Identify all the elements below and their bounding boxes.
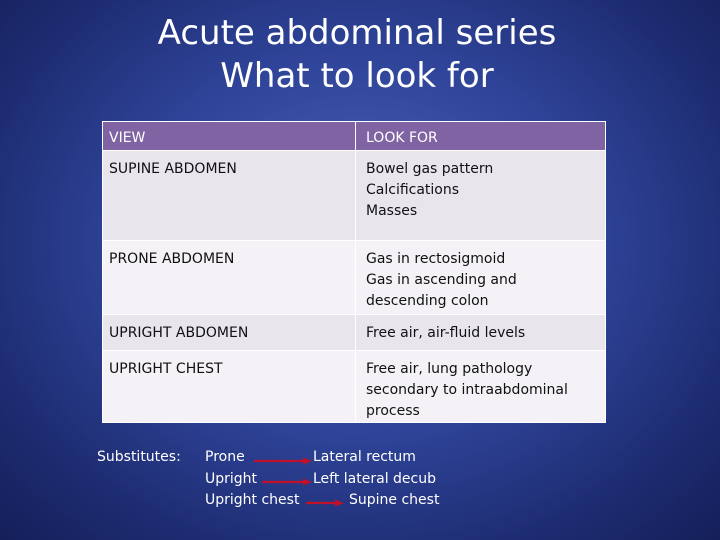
substitute-to-item: Left lateral decub <box>313 470 436 487</box>
header-look-for: LOOK FOR <box>356 122 606 151</box>
table-row <box>103 241 606 315</box>
look-for-line: Gas in ascending and <box>366 272 517 288</box>
table-row <box>103 351 606 423</box>
look-for-line: Gas in rectosigmoid <box>366 251 506 267</box>
substitutes-label: Substitutes: <box>97 449 181 465</box>
look-for-line: Bowel gas pattern <box>366 161 494 177</box>
header-view: VIEW <box>103 122 356 151</box>
slide-title-line-1: Acute abdominal series <box>157 13 557 53</box>
look-for-line: secondary to intraabdominal <box>366 382 568 398</box>
look-for-cell <box>356 151 606 241</box>
substitute-from-item: Prone <box>205 449 245 465</box>
view-cell: SUPINE ABDOMEN <box>103 151 356 241</box>
table-row <box>103 315 606 351</box>
arrow-head-1 <box>303 458 312 465</box>
look-for-line: Free air, air-fluid levels <box>366 325 526 341</box>
look-for-cell <box>356 351 606 423</box>
look-for-line: Free air, lung pathology <box>366 361 533 377</box>
substitute-to-item: Supine chest <box>349 492 440 508</box>
substitute-to-item: Lateral rectum <box>313 449 416 465</box>
look-for-line: Calcifications <box>366 182 460 198</box>
view-cell: PRONE ABDOMEN <box>103 241 356 315</box>
view-cell: UPRIGHT ABDOMEN <box>103 315 356 351</box>
slide-title <box>0 12 714 98</box>
look-for-cell <box>356 315 606 351</box>
views-table <box>102 121 606 423</box>
view-cell: UPRIGHT CHEST <box>103 351 356 423</box>
slide-title-line-2: What to look for <box>220 56 494 96</box>
arrow-head-2 <box>303 479 312 486</box>
table-row <box>103 151 606 241</box>
look-for-line: Masses <box>366 203 418 219</box>
table-header-row <box>103 122 606 151</box>
look-for-cell <box>356 241 606 315</box>
look-for-line: descending colon <box>366 293 489 309</box>
substitute-from-item: Upright <box>205 470 258 487</box>
substitutes-to-list <box>313 447 439 512</box>
substitute-from-item: Upright chest <box>205 492 300 508</box>
substitutes-from-list <box>205 447 299 512</box>
look-for-line: process <box>366 403 420 419</box>
